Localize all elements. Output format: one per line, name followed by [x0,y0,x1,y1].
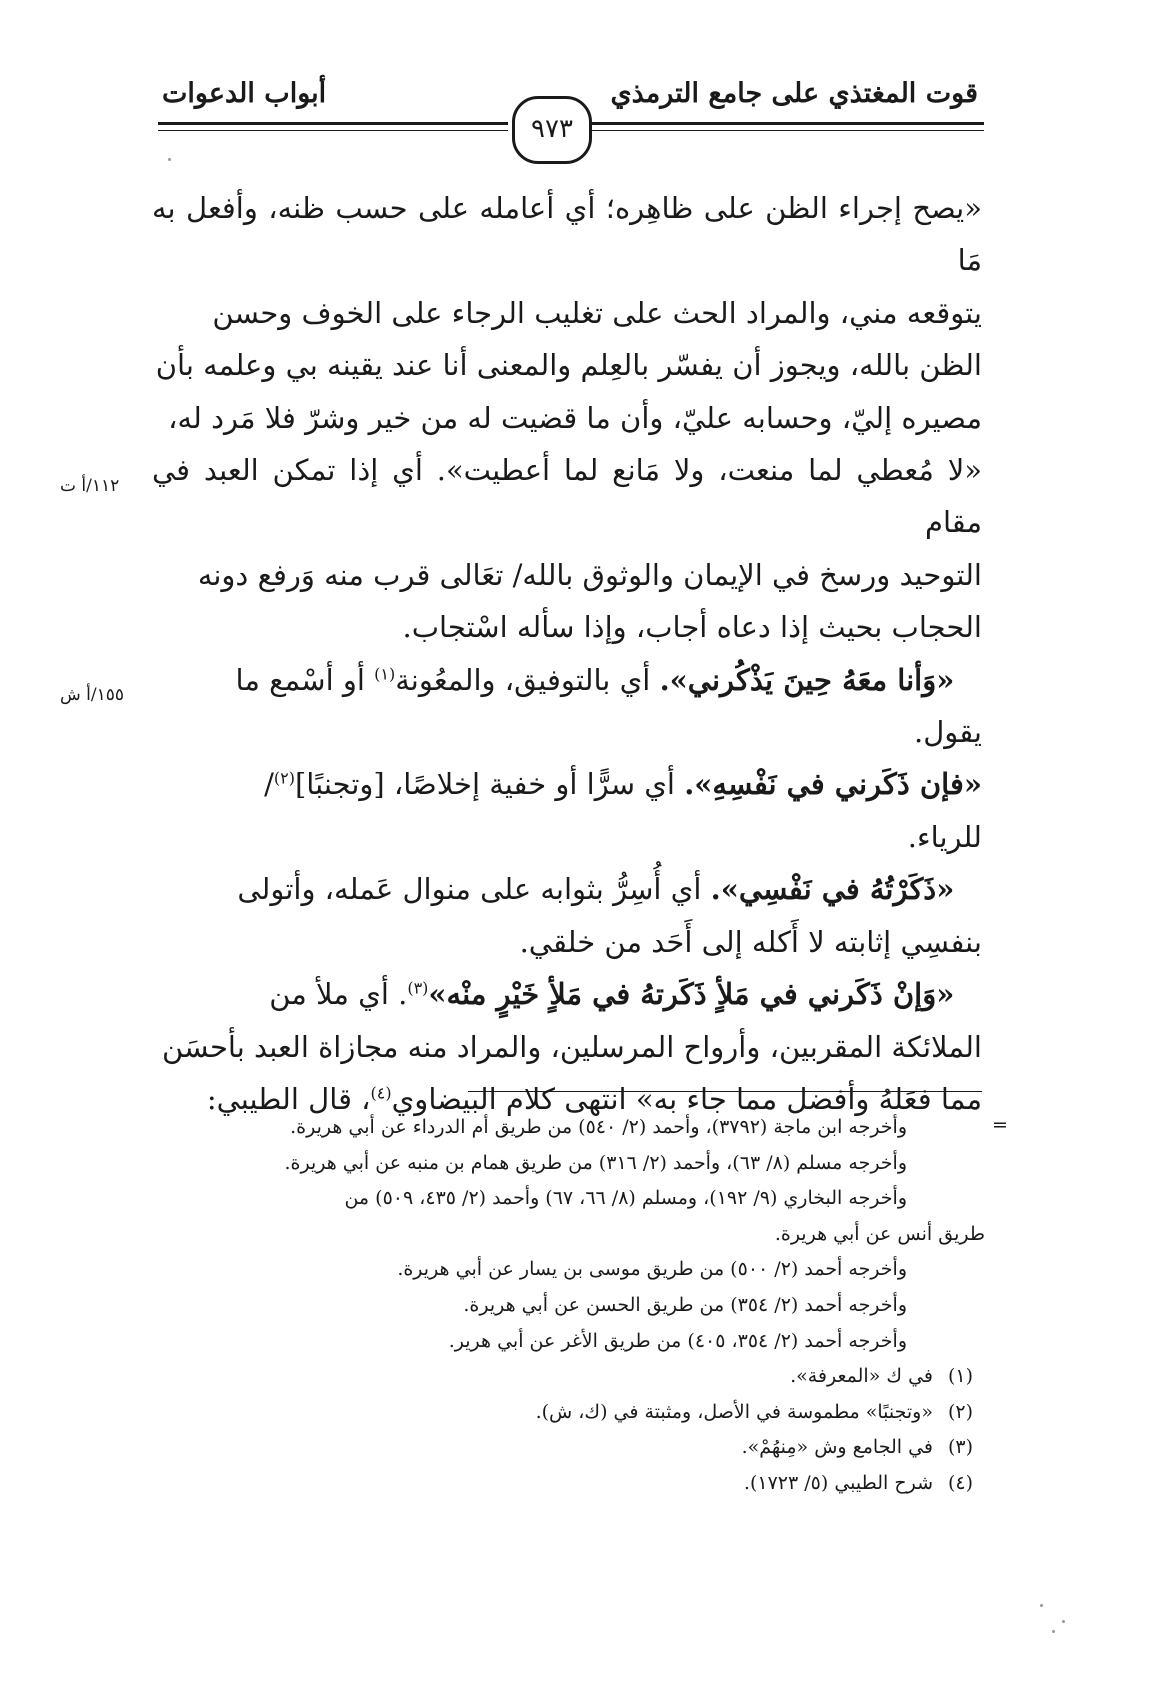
footnote-number: (١) [947,1365,973,1388]
margin-note-ms-t: ١١٢/أ ت [60,476,120,496]
footnotes [145,1110,985,1502]
text-line: بنفسِي إثابته لا أَكله إلى أَحَد من خلقي. [519,924,982,959]
scan-speck [168,158,171,161]
footnote-continued-line: طريق أنس عن أبي هريرة. [774,1222,985,1245]
footnote-continued-line: وأخرجه ابن ماجة (٣٧٩٢)، وأحمد (٢/ ٥٤٠) من طريق أم الدرداء عن أبي هريرة. [290,1116,907,1138]
footnote-continued-line: وأخرجه البخاري (٩/ ١٩٢)، ومسلم (٨/ ٦٦، ٦٧) وأحمد (٢/ ٤٣٥، ٥٠٩) من [344,1187,907,1210]
paragraph-in-himself: «فإن ذَكَرني في نَفْسِهِ». أي سرًّا أو خفية إخلاصًا، [وتجنبًا]$^{(٢)}$/ [264,767,982,802]
footnote-separator [468,1091,982,1092]
margin-note-ms-sh: ١٥٥/أ ش [60,685,125,705]
footnote-continuation-mark: = [992,1114,1008,1136]
chapter-title: أبواب الدعوات [162,78,327,109]
main-text [152,182,982,1125]
hadith-quote: «وَأنا معَهُ حِينَ يَذْكُرني». [659,662,955,697]
footnote-continued-line: وأخرجه أحمد (٢/ ٥٠٠) من طريق موسى بن يسار عن أبي هريرة. [397,1258,907,1281]
page-number-badge: ٩٧٣ [512,96,592,164]
paragraph-i-remember-him: «ذَكَرْتُهُ في نَفْسِي». أي أُسِرُّ بثوابه على منوال عَمله، وأتولى [237,872,955,907]
text-line: مما فعَلهُ وأفضل مما جاء به» انتهى كلام البيضاوي$^{(٤)}$، قال الطيبي: [206,1081,982,1116]
footnote-ref: (١) [374,664,396,683]
footnote-ref: (٣) [407,978,429,998]
hadith-quote: «وَإنْ ذَكَرني في مَلأٍ ذَكَرتهُ في مَلأٍ خَيْرٍ منْه» [428,977,955,1012]
footnote-number: (٢) [947,1400,973,1423]
text-line: الملائكة المقربين، وأرواح المرسلين، والمراد منه مجازاة العبد بأحسَن [162,1029,982,1064]
book-title: قوت المغتذي على جامع الترمذي [610,78,978,109]
text-line: التوحيد ورسخ في الإيمان والوثوق بالله/ تعَالى قرب منه وَرفع دونه [197,557,982,592]
text-line: يتوقعه مني، والمراد الحث على تغليب الرجاء على الخوف وحسن [212,295,982,330]
text-line: مصيره إليّ، وحسابه عليّ، وأن ما قضيت له من خير وشرّ فلا مَرد له، [168,400,982,435]
footnote-continued-line: وأخرجه أحمد (٢/ ٣٥٤) من طريق الحسن عن أبي هريرة. [463,1293,907,1316]
header-rule-right-thin [590,130,984,131]
scan-speck [1052,1630,1055,1633]
scan-speck [1040,1604,1043,1607]
footnote-ref: (٢) [273,768,295,788]
hadith-quote: «ذَكَرْتُهُ في نَفْسِي». [710,872,955,907]
header-rule-left [158,122,508,125]
text-line: يقول. [913,715,982,750]
paragraph-in-assembly: «وَإنْ ذَكَرني في مَلأٍ ذَكَرتهُ في مَلأٍ خَيْرٍ منْه»$^{(٣)}$. أي ملأ من [269,977,955,1012]
footnote-number: (٣) [947,1436,973,1459]
header-rule-left-thin [158,130,508,131]
footnote-2: (٢)«وتجنبًا» مطموسة في الأصل، ومثبتة في (ك، ش). [145,1395,985,1431]
footnote-4: (٤)شرح الطيبي (٥/ ١٧٢٣). [145,1466,985,1502]
footnote-ref: (٤) [370,1083,392,1103]
footnote-1: (١)في ك «المعرفة». [145,1359,985,1395]
footnote-number: (٤) [947,1471,973,1494]
footnote-continued-line: وأخرجه أحمد (٢/ ٣٥٤، ٤٠٥) من طريق الأغر عن أبي هرير. [448,1329,907,1352]
footnote-continued-line: وأخرجه مسلم (٨/ ٦٣)، وأحمد (٢/ ٣١٦) من طريق همام بن منبه عن أبي هريرة. [284,1151,907,1174]
hadith-quote: «فإن ذَكَرني في نَفْسِهِ». [684,767,982,802]
text-line: «لا مُعطي لما منعت، ولا مَانع لما أعطيت». أي إذا تمكن العبد في مقام [152,453,982,540]
scan-speck [1062,1620,1065,1623]
text-line: للرياء. [907,819,982,854]
text-line: «يصح إجراء الظن على ظاهِره؛ أي أعامله على حسب ظنه، وأفعل به مَا [152,191,982,278]
paragraph-with-you-remembering: «وَأنا معَهُ حِينَ يَذْكُرني». أي بالتوفيق، والمعُونة$^{(١)}$ أو أسْمع ما [235,662,955,697]
text-line: الظن بالله، ويجوز أن يفسّر بالعِلم والمعنى أنا عند يقينه بي وعلمه بأن [155,348,982,383]
header-rule-right [590,122,984,125]
text-line: الحجاب بحيث إذا دعاه أجاب، وإذا سأله اسْتجاب. [402,610,982,645]
footnote-3: (٣)في الجامع وش «مِنهُمْ». [145,1430,985,1466]
